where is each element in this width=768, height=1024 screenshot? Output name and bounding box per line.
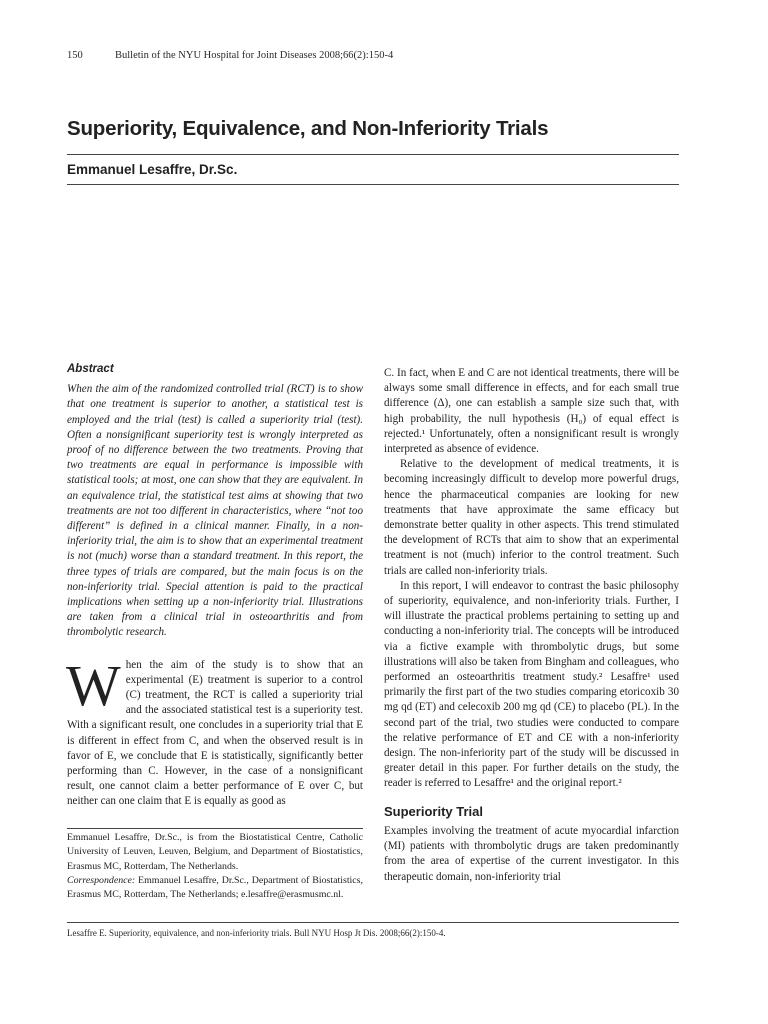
correspondence-detail: Emmanuel Lesaffre, Dr.Sc., Department of Biostatistics, Erasmus MC, Rotterdam, The Netherlands; e.lesaffre@erasmusmc.nl. (67, 874, 363, 901)
title-rule (67, 154, 679, 155)
article-title: Superiority, Equivalence, and Non-Inferiority Trials (67, 117, 549, 140)
abstract-text: When the aim of the randomized controlled trial (RCT) is to show that one treatment is superior to another, a statistical test is employed and the trial (test) is called a superiority trial (test). Often a nonsignificant superiority test is wrongly interpreted as proof of no difference between the two treatments. Proving that two treatments are equal in performance is impossible with statistical tools; at most, one can show that they are equivalent. In an equivalence trial, the statistical test aims at showing that two treatments are not too different in characteristics, where “not too different” is defined in a clinical manner. Finally, in a non-inferiority trial, the aim is to show that an experimental treatment is not (much) worse than a standard treatment. In this report, the three types of trials are compared, but the main focus is on the non-inferiority trial. Special attention is paid to the practical implications when setting up a non-inferiority trial. Illustrations are taken from a clinical trial in osteoarthritis and from thrombolytic research. (67, 383, 363, 639)
page-footer-citation: Lesaffre E. Superiority, equivalence, and non-inferiority trials. Bull NYU Hosp Jt Dis. 2008;66(2):150-4. (67, 922, 679, 938)
running-header (67, 50, 393, 61)
affiliation-text: Emmanuel Lesaffre, Dr.Sc., is from the Biostatistical Centre, Catholic University of Leuven, Leuven, Belgium, and Department of Biostatistics, Erasmus MC, Rotterdam, The Netherlands. (67, 832, 363, 872)
intro-paragraph: hen the aim of the study is to show that an experimental (E) treatment is superior to a control (C) treatment, the RCT is called a superiority trial and the associated statistical test is a superiority test. With a significant result, one concludes in a superiority trial that E is different in effect from C, and when the observed result is in favor of E, we conclude that E is statistically, significantly better performing than C. However, in the case of a nonsignificant result, one cannot claim a better performance of E over C, but neither can one claim that E is equally as good as (67, 658, 363, 808)
paragraph-1: C. In fact, when E and C are not identical treatments, there will be always some small difference in effects, and for each small true difference (Δ), one can establish a sample size such that, with high probability, the null hypothesis (H₀) of equal effect is rejected.¹ Unfortunately, often a nonsignificant result is wrongly interpreted as absence of evidence. (384, 367, 679, 456)
paragraph-2: Relative to the development of medical treatments, it is becoming increasingly difficult to develop more powerful drugs, hence the pharmaceutical companies are looking for new treatments that have approximate the same efficacy but demonstrate better quality in other aspects. This trend stimulated the development of RCTs that aim to show that an experimental treatment is not (much) inferior to the control treatment. Such trials are called non-inferiority trials. (384, 458, 679, 577)
author-rule (67, 184, 679, 185)
abstract-heading: Abstract (67, 363, 114, 375)
intro-section (66, 652, 363, 810)
correspondence-label: Correspondence: (67, 874, 136, 886)
journal-citation: Bulletin of the NYU Hospital for Joint Diseases 2008;66(2):150-4 (115, 50, 394, 61)
left-column (67, 362, 363, 810)
page-number: 150 (67, 50, 83, 61)
right-column (384, 366, 679, 885)
correspondence-text (67, 874, 363, 903)
paragraph-4: Examples involving the treatment of acute myocardial infarction (MI) patients with thrombolytic drugs are taken predominantly from the area of expertise of the current investigator. In this therapeutic domain, non-inferiority trial (384, 824, 679, 883)
article-author: Emmanuel Lesaffre, Dr.Sc. (67, 162, 238, 177)
author-footnote (67, 828, 363, 902)
paragraph-3: In this report, I will endeavor to contrast the basic philosophy of superiority, equivalence, and non-inferiority trials. Further, I will illustrate the practical problems pertaining to setting up and conducting a non-inferiority trial. The concepts will be introduced via a fictive example with thrombolytic drugs, but some illustrations will also be taken from Bingham and colleagues, who performed an osteoarthritis treatment study.² Lesaffre¹ used primarily the first part of the two studies comparing etoricoxib 30 mg qd (ET) and celecoxib 200 mg qd (CE) to placebo (PL). In the second part of the trial, two studies were conducted to compare the relative performance of ET and CE with a non-inferiority design. The non-inferiority part of the study will be discussed in greater detail in this paper. For further details on the study, the reader is referred to Lesaffre¹ and the original report.² (384, 579, 679, 790)
drop-cap: W (66, 652, 121, 718)
section-heading-superiority: Superiority Trial (384, 803, 483, 819)
